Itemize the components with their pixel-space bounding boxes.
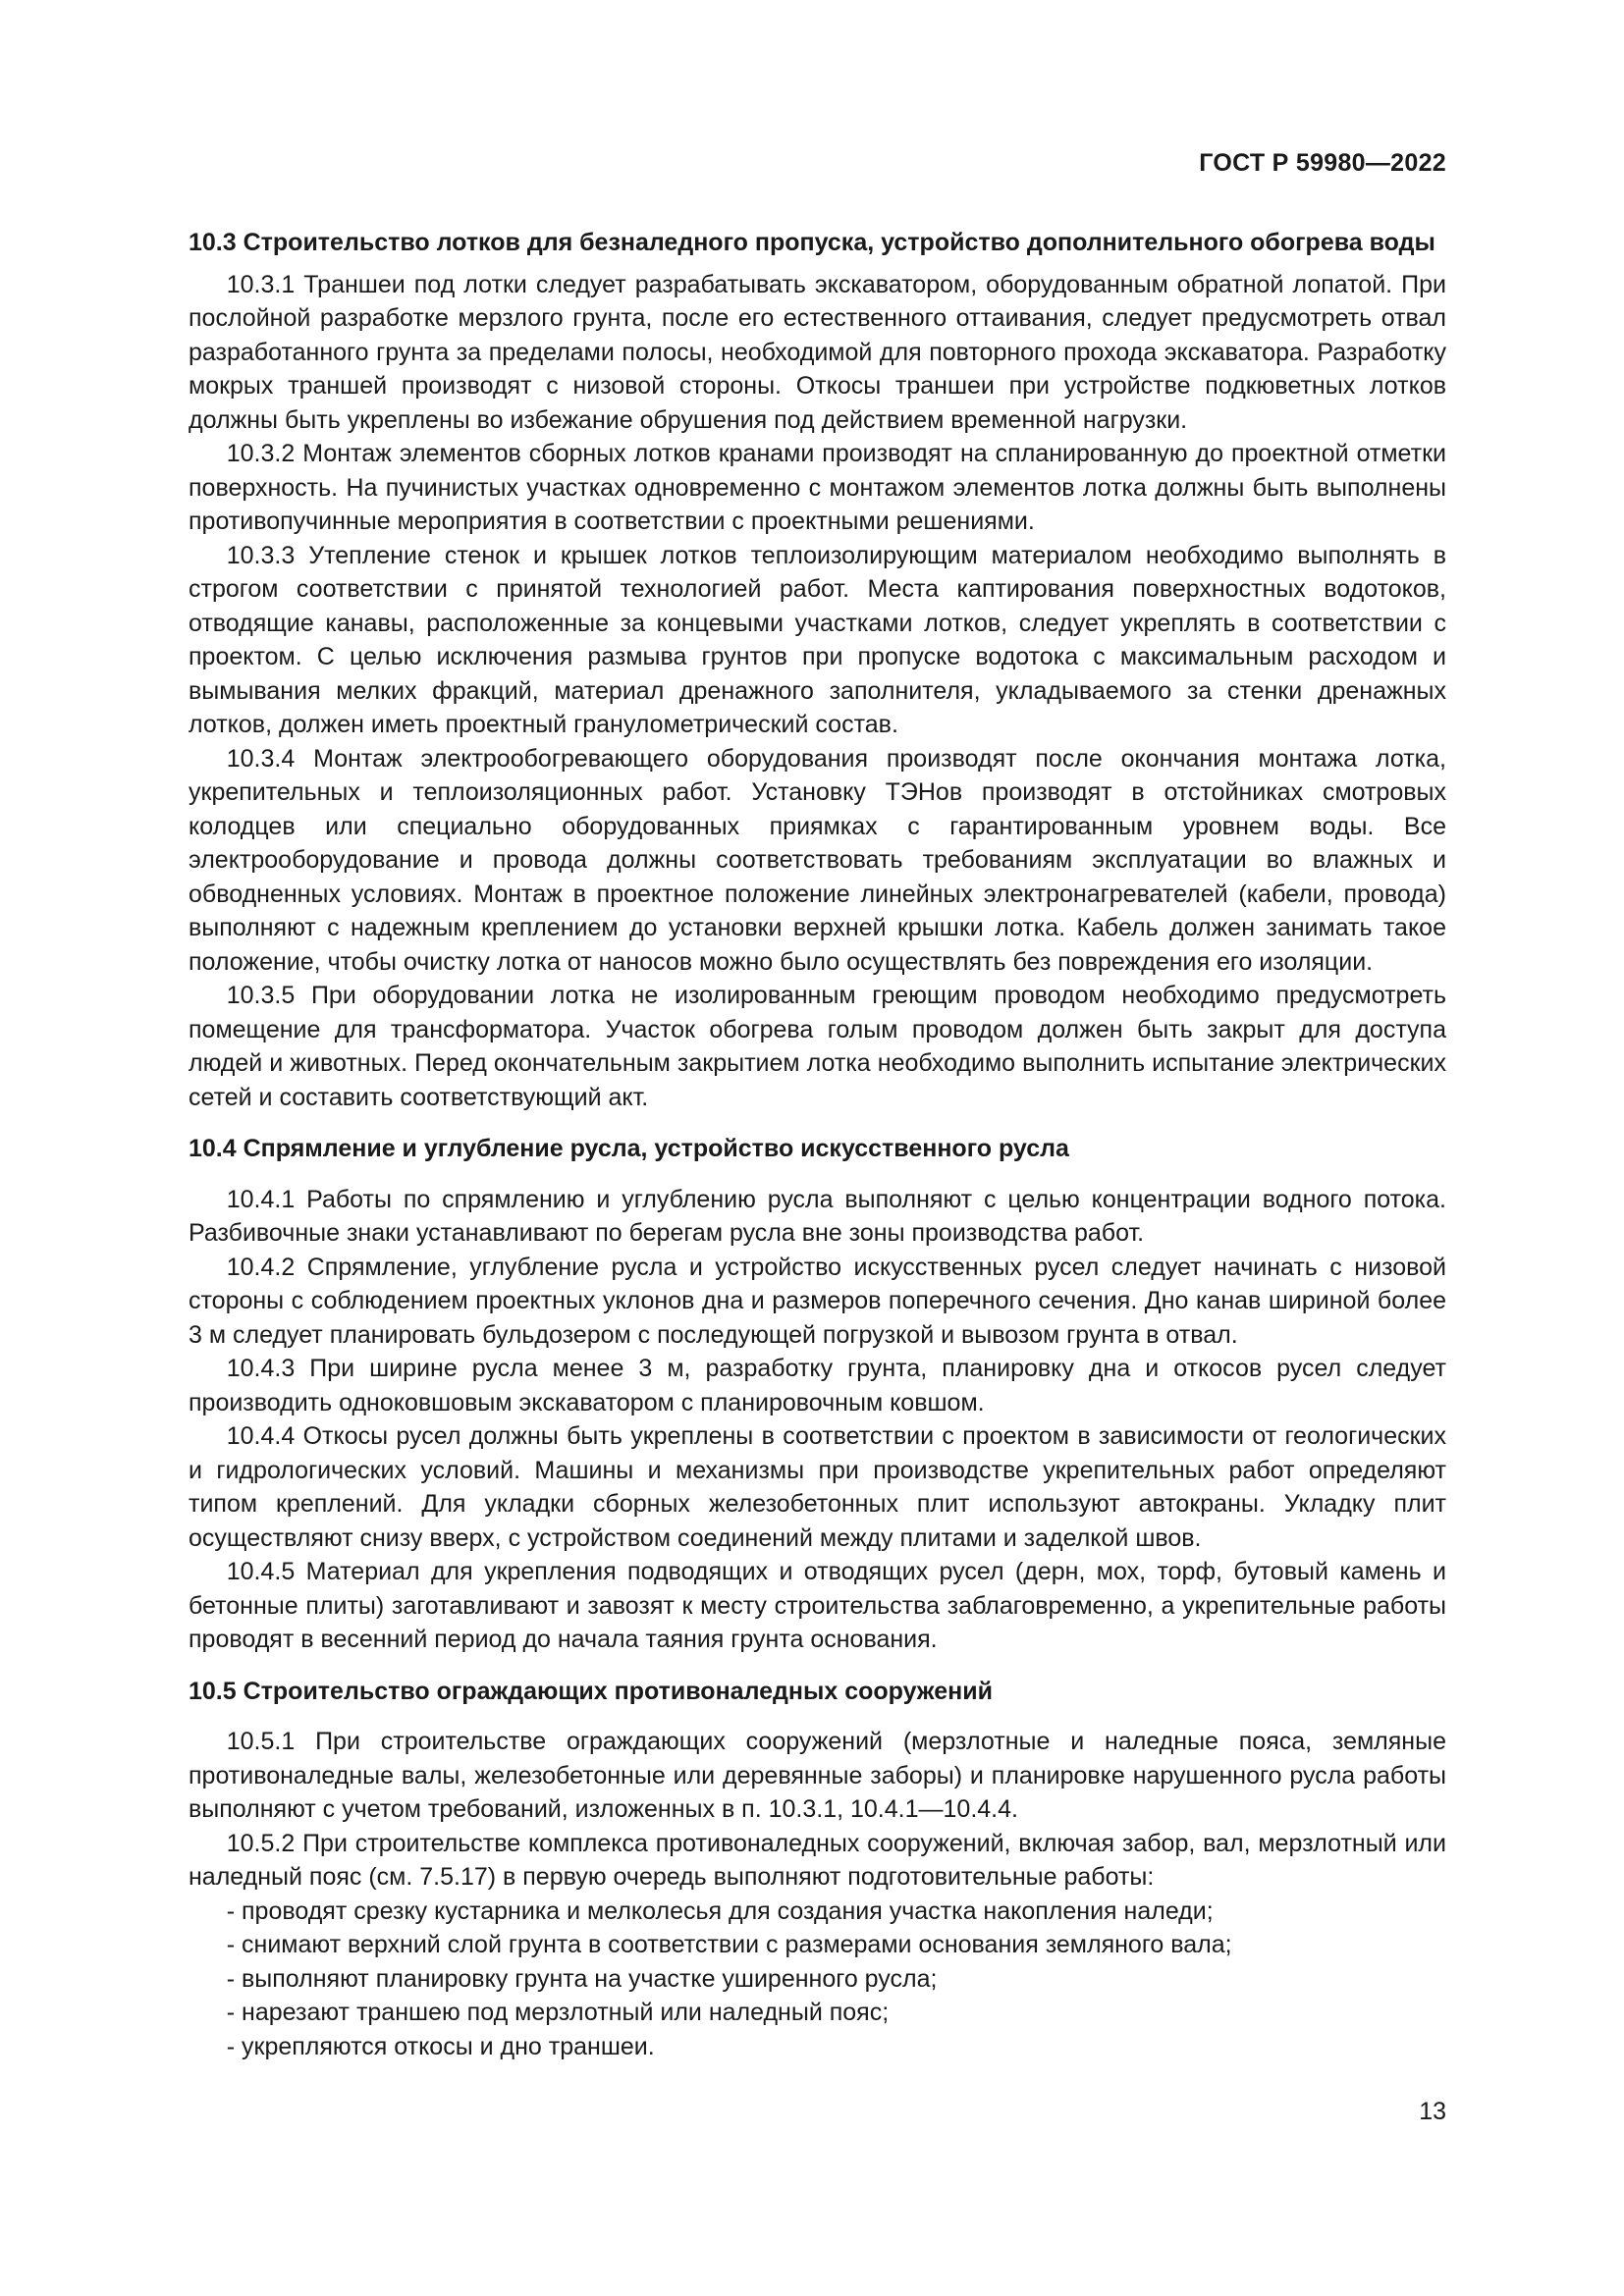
paragraph-10-3-1: 10.3.1 Траншеи под лотки следует разрабатывать экскаватором, оборудованным обратной лопатой. При послойной разработке мерзлого грунта, после его естественного оттаивания, следует предусмотреть отвал разработанного грунта за пределами полосы, необходимой для повторного прохода экскаватора. Разработку мокрых траншей производят с низовой стороны. Откосы траншеи при устройстве подкюветных лотков должны быть укреплены во избежание обрушения под действием временной нагрузки. bbox=[189, 270, 1446, 434]
document-code: ГОСТ Р 59980—2022 bbox=[1199, 149, 1446, 177]
paragraph-10-4-3: 10.4.3 При ширине русла менее 3 м, разработку грунта, планировку дна и откосов русел следует производить одноковшовым экскаватором с планировочным ковшом. bbox=[189, 1355, 1446, 1416]
list-item: - нарезают траншею под мерзлотный или наледный пояс; bbox=[226, 1999, 890, 2026]
section-10-5 bbox=[189, 1675, 1446, 2064]
list-item: - снимают верхний слой грунта в соответствии с размерами основания земляного вала; bbox=[226, 1931, 1232, 1958]
paragraph-10-3-2: 10.3.2 Монтаж элементов сборных лотков кранами производят на спланированную до проектной отметки поверхность. На пучинистых участках одновременно с монтажом элементов лотка должны быть выполнены противопучинные мероприятия в соответствии с проектными решениями. bbox=[189, 440, 1446, 535]
page-number: 13 bbox=[1419, 2098, 1446, 2125]
section-10-4 bbox=[189, 1132, 1446, 1657]
list-item: - укрепляются откосы и дно траншеи. bbox=[226, 2032, 655, 2060]
section-heading: 10.3 Строительство лотков для безналедного пропуска, устройство дополнительного обогрева воды bbox=[189, 229, 1435, 256]
preparatory-works-list bbox=[189, 1895, 1446, 2064]
paragraph-10-4-5: 10.4.5 Материал для укрепления подводящих и отводящих русел (дерн, мох, торф, бутовый камень и бетонные плиты) заготавливают и завозят к месту строительства заблаговременно, а укрепительные работы проводят в весенний период до начала таяния грунта основания. bbox=[189, 1558, 1446, 1653]
section-heading: 10.5 Строительство ограждающих противоналедных сооружений bbox=[189, 1677, 993, 1705]
paragraph-10-5-2: 10.5.2 При строительстве комплекса противоналедных сооружений, включая забор, вал, мерзлотный или наледный пояс (см. 7.5.17) в первую очередь выполняют подготовительные работы: bbox=[189, 1829, 1446, 1891]
list-item: - выполняют планировку грунта на участке уширенного русла; bbox=[226, 1964, 938, 1993]
section-heading: 10.4 Спрямление и углубление русла, устройство искусственного русла bbox=[189, 1135, 1069, 1162]
paragraph-10-4-1: 10.4.1 Работы по спрямлению и углублению русла выполняют с целью концентрации водного потока. Разбивочные знаки устанавливают по берегам русла вне зоны производства работ. bbox=[189, 1185, 1446, 1247]
paragraph-10-3-3: 10.3.3 Утепление стенок и крышек лотков теплоизолирующим материалом необходимо выполнять в строгом соответствии с принятой технологией работ. Места каптирования поверхностных водотоков, отводящие канавы, расположенные за концевыми участками лотков, следует укреплять в соответствии с проектом. С целью исключения размыва грунтов при пропуске водотока с максимальным расходом и вымывания мелких фракций, материал дренажного заполнителя, укладываемого за стенки дренажных лотков, должен иметь проектный гранулометрический состав. bbox=[189, 541, 1446, 738]
paragraph-10-3-5: 10.3.5 При оборудовании лотка не изолированным греющим проводом необходимо предусмотреть помещение для трансформатора. Участок обогрева голым проводом должен быть закрыт для доступа людей и животных. Перед окончательным закрытием лотка необходимо выполнить испытание электрических сетей и составить соответствующий акт. bbox=[189, 982, 1446, 1111]
paragraph-10-4-2: 10.4.2 Спрямление, углубление русла и устройство искусственных русел следует начинать с низовой стороны с соблюдением проектных уклонов дна и размеров поперечного сечения. Дно канав шириной более 3 м следует планировать бульдозером с последующей погрузкой и вывозом грунта в отвал. bbox=[189, 1253, 1446, 1349]
list-item: - проводят срезку кустарника и мелколесья для создания участка накопления наледи; bbox=[226, 1896, 1214, 1925]
paragraph-10-3-4: 10.3.4 Монтаж электрообогревающего оборудования производят после окончания монтажа лотка, укрепительных и теплоизоляционных работ. Установку ТЭНов производят в отстойниках смотровых колодцев или специально оборудованных приямках с гарантированным уровнем воды. Все электрооборудование и провода должны соответствовать требованиям эксплуатации во влажных и обводненных условиях. Монтаж в проектное положение линейных электронагревателей (кабели, провода) выполняют с надежным креплением до установки верхней крышки лотка. Кабель должен занимать такое положение, чтобы очистку лотка от наносов можно было осуществлять без повреждения его изоляции. bbox=[189, 744, 1446, 976]
document-body bbox=[189, 226, 1446, 2063]
section-10-3 bbox=[189, 226, 1446, 1114]
paragraph-10-5-1: 10.5.1 При строительстве ограждающих сооружений (мерзлотные и наледные пояса, земляные противоналедные валы, железобетонные или деревянные заборы) и планировке нарушенного русла работы выполняют с учетом требований, изложенных в п. 10.3.1, 10.4.1—10.4.4. bbox=[189, 1728, 1446, 1823]
paragraph-10-4-4: 10.4.4 Откосы русел должны быть укреплены в соответствии с проектом в зависимости от геологических и гидрологических условий. Машины и механизмы при производстве укрепительных работ определяют типом креплений. Для укладки сборных железобетонных плит используют автокраны. Укладку плит осуществляют снизу вверх, с устройством соединений между плитами и заделкой швов. bbox=[189, 1422, 1446, 1552]
